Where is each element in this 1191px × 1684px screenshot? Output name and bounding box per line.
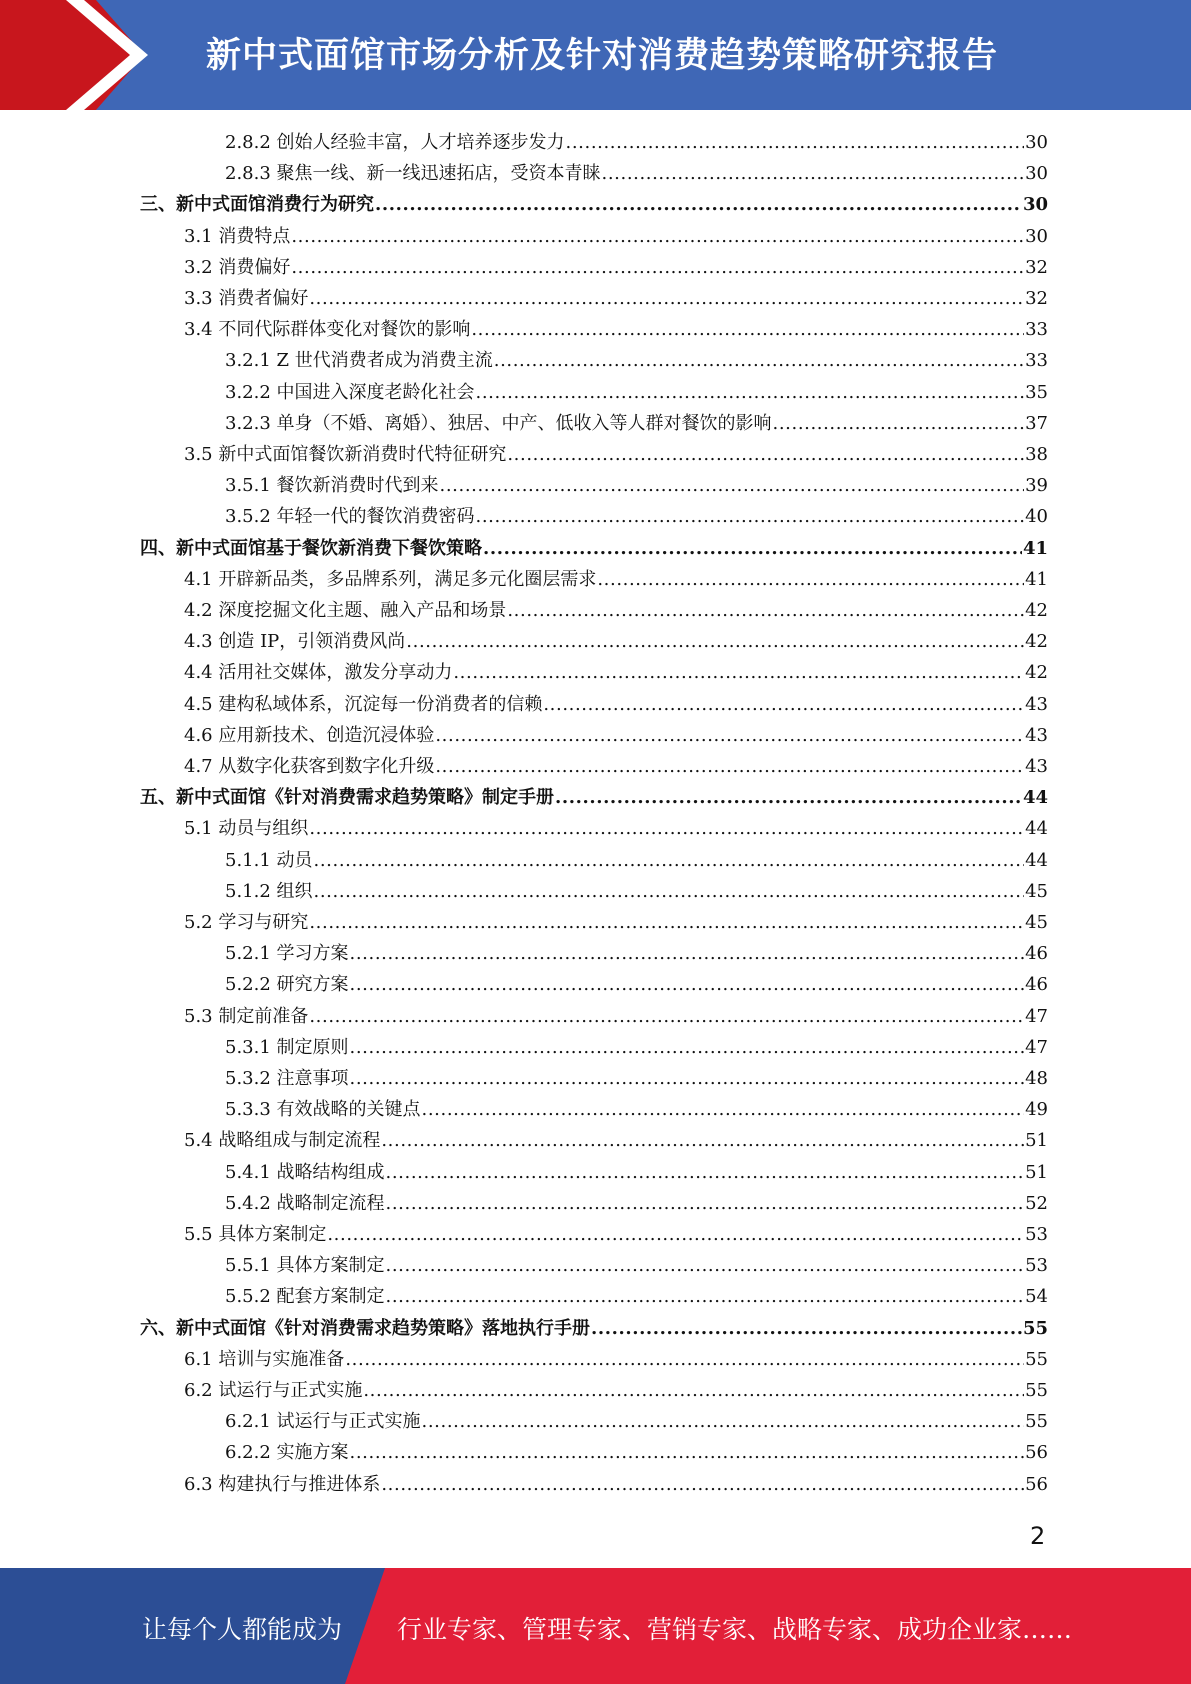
toc-dot-leader [555, 782, 1022, 813]
toc-dot-leader [494, 345, 1024, 376]
toc-entry-page: 44 [1025, 818, 1048, 840]
toc-dot-leader [350, 938, 1025, 969]
toc-entry[interactable] [184, 720, 1048, 751]
toc-dot-leader [422, 1406, 1025, 1437]
toc-entry[interactable] [184, 221, 1048, 252]
toc-entry-label: 3.5.1 餐饮新消费时代到来 [225, 475, 439, 497]
report-title: 新中式面馆市场分析及针对消费趋势策略研究报告 [206, 36, 999, 76]
toc-entry[interactable] [225, 1032, 1048, 1063]
toc-entry-label: 4.2 深度挖掘文化主题、融入产品和场景 [184, 600, 507, 621]
toc-entry[interactable] [184, 1125, 1048, 1156]
toc-entry-label: 5.1 动员与组织 [184, 818, 309, 840]
toc-dot-leader [507, 595, 1024, 626]
toc-entry-page: 46 [1025, 943, 1048, 965]
toc-entry-label: 四、新中式面馆基于餐饮新消费下餐饮策略 [140, 537, 482, 559]
toc-entry-page: 55 [1022, 1317, 1048, 1339]
toc-entry-page: 46 [1025, 974, 1048, 996]
toc-entry-label: 3.2.1 Z 世代消费者成为消费主流 [225, 350, 493, 372]
toc-dot-leader [435, 751, 1024, 782]
toc-entry-page: 48 [1025, 1068, 1048, 1089]
toc-entry-label: 六、新中式面馆《针对消费需求趋势策略》落地执行手册 [140, 1317, 590, 1339]
toc-entry-page: 33 [1025, 319, 1048, 341]
toc-entry[interactable] [184, 564, 1048, 595]
toc-dot-leader [327, 1219, 1024, 1250]
toc-dot-leader [314, 876, 1025, 907]
toc-dot-leader [453, 657, 1024, 688]
toc-dot-leader [386, 1157, 1025, 1188]
toc-entry-label: 2.8.3 聚焦一线、新一线迅速拓店，受资本青睐 [225, 163, 601, 185]
toc-entry-label: 4.7 从数字化获客到数字化升级 [184, 756, 435, 777]
toc-entry-page: 52 [1025, 1192, 1048, 1214]
toc-entry-label: 5.2.1 学习方案 [225, 943, 349, 965]
toc-entry[interactable] [140, 533, 1048, 564]
toc-entry[interactable] [225, 501, 1048, 532]
toc-entry-label: 5.5.1 具体方案制定 [225, 1255, 385, 1277]
toc-entry-label: 5.4 战略组成与制定流程 [184, 1130, 381, 1152]
toc-entry[interactable] [140, 1313, 1048, 1344]
toc-entry[interactable] [225, 345, 1048, 376]
toc-dot-leader [435, 720, 1024, 751]
toc-entry-page: 42 [1025, 600, 1048, 621]
toc-entry-label: 4.1 开辟新品类，多品牌系列，满足多元化圈层需求 [184, 568, 597, 590]
toc-entry-page: 35 [1025, 381, 1048, 403]
toc-entry-page: 30 [1025, 225, 1048, 247]
toc-entry[interactable] [225, 127, 1048, 158]
toc-entry[interactable] [225, 969, 1048, 1000]
toc-entry-page: 37 [1025, 412, 1048, 434]
toc-entry-page: 51 [1025, 1161, 1048, 1183]
toc-entry-label: 3.1 消费特点 [184, 225, 291, 247]
toc-entry-page: 45 [1025, 880, 1048, 902]
toc-entry[interactable] [184, 252, 1048, 283]
toc-dot-leader [375, 189, 1022, 220]
toc-entry[interactable] [225, 1094, 1048, 1125]
toc-dot-leader [406, 626, 1024, 657]
toc-entry-label: 5.2 学习与研究 [184, 912, 309, 933]
toc-entry-label: 6.2.2 实施方案 [225, 1442, 349, 1464]
toc-dot-leader [314, 845, 1025, 876]
toc-entry[interactable] [225, 845, 1048, 876]
toc-entry-label: 5.3.3 有效战略的关键点 [225, 1099, 421, 1121]
toc-entry-page: 56 [1025, 1473, 1048, 1495]
toc-dot-leader [597, 564, 1024, 595]
toc-entry-page: 39 [1025, 475, 1048, 497]
toc-entry[interactable] [225, 1281, 1048, 1312]
toc-dot-leader [309, 283, 1024, 314]
toc-entry[interactable] [225, 1250, 1048, 1281]
toc-entry[interactable] [184, 1469, 1048, 1500]
toc-dot-leader [291, 221, 1024, 252]
toc-entry-label: 3.4 不同代际群体变化对餐饮的影响 [184, 319, 471, 341]
toc-dot-leader [386, 1250, 1025, 1281]
toc-entry[interactable] [225, 1437, 1048, 1468]
toc-entry-page: 32 [1025, 256, 1048, 278]
toc-entry-page: 44 [1025, 849, 1048, 871]
toc-entry-page: 30 [1025, 163, 1048, 185]
toc-dot-leader [476, 377, 1025, 408]
toc-dot-leader [291, 252, 1024, 283]
toc-entry[interactable] [225, 470, 1048, 501]
toc-entry-page: 53 [1025, 1224, 1048, 1245]
toc-entry[interactable] [184, 595, 1048, 626]
toc-entry-label: 6.2 试运行与正式实施 [184, 1380, 363, 1401]
toc-dot-leader [471, 314, 1024, 345]
toc-entry-page: 55 [1025, 1380, 1048, 1401]
toc-dot-leader [350, 1063, 1025, 1094]
toc-entry[interactable] [184, 1219, 1048, 1250]
toc-entry-page: 47 [1025, 1036, 1048, 1058]
toc-dot-leader [422, 1094, 1025, 1125]
toc-entry-page: 49 [1025, 1099, 1048, 1121]
toc-entry[interactable] [184, 813, 1048, 844]
page-footer [0, 1568, 1191, 1684]
toc-dot-leader [309, 1001, 1024, 1032]
toc-entry-label: 5.1.2 组织 [225, 880, 313, 902]
toc-entry-page: 53 [1025, 1255, 1048, 1277]
toc-entry-label: 3.2.3 单身（不婚、离婚）、独居、中产、低收入等人群对餐饮的影响 [225, 412, 772, 434]
footer-slogan: 让每个人都能成为 [142, 1615, 343, 1644]
toc-entry-label: 5.5 具体方案制定 [184, 1224, 327, 1245]
toc-entry[interactable] [184, 1001, 1048, 1032]
toc-entry[interactable] [184, 439, 1048, 470]
toc-entry-page: 42 [1025, 631, 1048, 653]
toc-entry-page: 42 [1025, 662, 1048, 684]
toc-entry-label: 2.8.2 创始人经验丰富，人才培养逐步发力 [225, 132, 565, 153]
toc-dot-leader [507, 439, 1024, 470]
toc-entry-page: 43 [1025, 756, 1048, 777]
toc-dot-leader [345, 1344, 1024, 1375]
toc-entry-page: 56 [1025, 1442, 1048, 1464]
toc-entry-label: 4.4 活用社交媒体，激发分享动力 [184, 662, 453, 684]
toc-entry[interactable] [225, 1063, 1048, 1094]
toc-entry-page: 43 [1025, 724, 1048, 746]
toc-entry-page: 30 [1022, 194, 1048, 216]
toc-entry-label: 3.2 消费偏好 [184, 256, 291, 278]
toc-entry-page: 55 [1025, 1348, 1048, 1370]
toc-entry[interactable] [225, 377, 1048, 408]
toc-entry[interactable] [184, 626, 1048, 657]
page-header [0, 0, 1191, 110]
toc-entry-page: 55 [1025, 1411, 1048, 1433]
toc-entry-label: 3.3 消费者偏好 [184, 288, 309, 309]
toc-entry[interactable] [184, 751, 1048, 782]
toc-dot-leader [440, 470, 1025, 501]
toc-entry-label: 5.3.1 制定原则 [225, 1036, 349, 1058]
toc-dot-leader [543, 689, 1024, 720]
toc-entry-label: 3.5 新中式面馆餐饮新消费时代特征研究 [184, 444, 507, 465]
toc-entry[interactable] [225, 408, 1048, 439]
toc-entry[interactable] [184, 283, 1048, 314]
toc-dot-leader [386, 1188, 1025, 1219]
toc-entry-page: 38 [1025, 444, 1048, 465]
toc-entry-page: 33 [1025, 350, 1048, 372]
toc-dot-leader [591, 1313, 1022, 1344]
page-number: 2 [1030, 1522, 1046, 1550]
toc-entry[interactable] [184, 907, 1048, 938]
toc-entry[interactable] [225, 1157, 1048, 1188]
toc-entry-label: 6.2.1 试运行与正式实施 [225, 1411, 421, 1433]
toc-entry[interactable] [140, 189, 1048, 220]
toc-entry[interactable] [184, 1344, 1048, 1375]
toc-entry-page: 54 [1025, 1286, 1048, 1308]
toc-entry-page: 51 [1025, 1130, 1048, 1152]
toc-entry[interactable] [184, 657, 1048, 688]
toc-dot-leader [476, 501, 1025, 532]
toc-entry-page: 45 [1025, 912, 1048, 933]
toc-dot-leader [381, 1469, 1024, 1500]
toc-entry-page: 44 [1022, 787, 1048, 809]
toc-entry-label: 三、新中式面馆消费行为研究 [140, 194, 374, 216]
toc-entry-label: 5.1.1 动员 [225, 849, 313, 871]
toc-entry-page: 47 [1025, 1005, 1048, 1027]
toc-dot-leader [309, 907, 1024, 938]
toc-entry[interactable] [140, 782, 1048, 813]
toc-entry[interactable] [225, 876, 1048, 907]
toc-entry-page: 40 [1025, 506, 1048, 528]
toc-dot-leader [350, 1032, 1025, 1063]
toc-entry-page: 41 [1025, 568, 1048, 590]
toc-entry-label: 5.5.2 配套方案制定 [225, 1286, 385, 1308]
toc-dot-leader [381, 1125, 1024, 1156]
header-chevron-icon [66, 0, 154, 110]
toc-entry-page: 43 [1025, 693, 1048, 715]
toc-entry-page: 41 [1022, 537, 1048, 559]
toc-dot-leader [483, 533, 1022, 564]
toc-dot-leader [350, 1437, 1025, 1468]
toc-entry-label: 4.5 建构私域体系，沉淀每一份消费者的信赖 [184, 693, 543, 715]
toc-entry-label: 五、新中式面馆《针对消费需求趋势策略》制定手册 [140, 787, 554, 809]
toc-entry-label: 6.1 培训与实施准备 [184, 1348, 345, 1370]
toc-entry-label: 5.3.2 注意事项 [225, 1068, 349, 1089]
toc-entry[interactable] [225, 158, 1048, 189]
toc-entry-page: 30 [1025, 132, 1048, 153]
toc-dot-leader [773, 408, 1025, 439]
footer-roles: 行业专家、管理专家、营销专家、战略专家、成功企业家…… [397, 1615, 1073, 1644]
toc-entry[interactable] [225, 938, 1048, 969]
toc-entry-label: 5.3 制定前准备 [184, 1005, 309, 1027]
toc-entry-label: 3.5.2 年轻一代的餐饮消费密码 [225, 506, 475, 528]
toc-dot-leader [350, 969, 1025, 1000]
toc-dot-leader [602, 158, 1025, 189]
toc-entry[interactable] [225, 1188, 1048, 1219]
toc-entry-page: 32 [1025, 288, 1048, 309]
toc-entry[interactable] [184, 689, 1048, 720]
toc-dot-leader [363, 1375, 1024, 1406]
toc-entry-label: 4.6 应用新技术、创造沉浸体验 [184, 724, 435, 746]
toc-entry-label: 5.4.1 战略结构组成 [225, 1161, 385, 1183]
toc-entry-label: 4.3 创造 IP，引领消费风尚 [184, 631, 406, 653]
toc-entry-label: 6.3 构建执行与推进体系 [184, 1473, 381, 1495]
toc-dot-leader [386, 1281, 1025, 1312]
toc-entry-label: 5.4.2 战略制定流程 [225, 1192, 385, 1214]
toc-entry-label: 3.2.2 中国进入深度老龄化社会 [225, 381, 475, 403]
toc-entry-label: 5.2.2 研究方案 [225, 974, 349, 996]
toc-dot-leader [309, 813, 1024, 844]
toc-entry[interactable] [225, 1406, 1048, 1437]
toc-entry[interactable] [184, 314, 1048, 345]
toc-dot-leader [566, 127, 1025, 158]
toc-entry[interactable] [184, 1375, 1048, 1406]
